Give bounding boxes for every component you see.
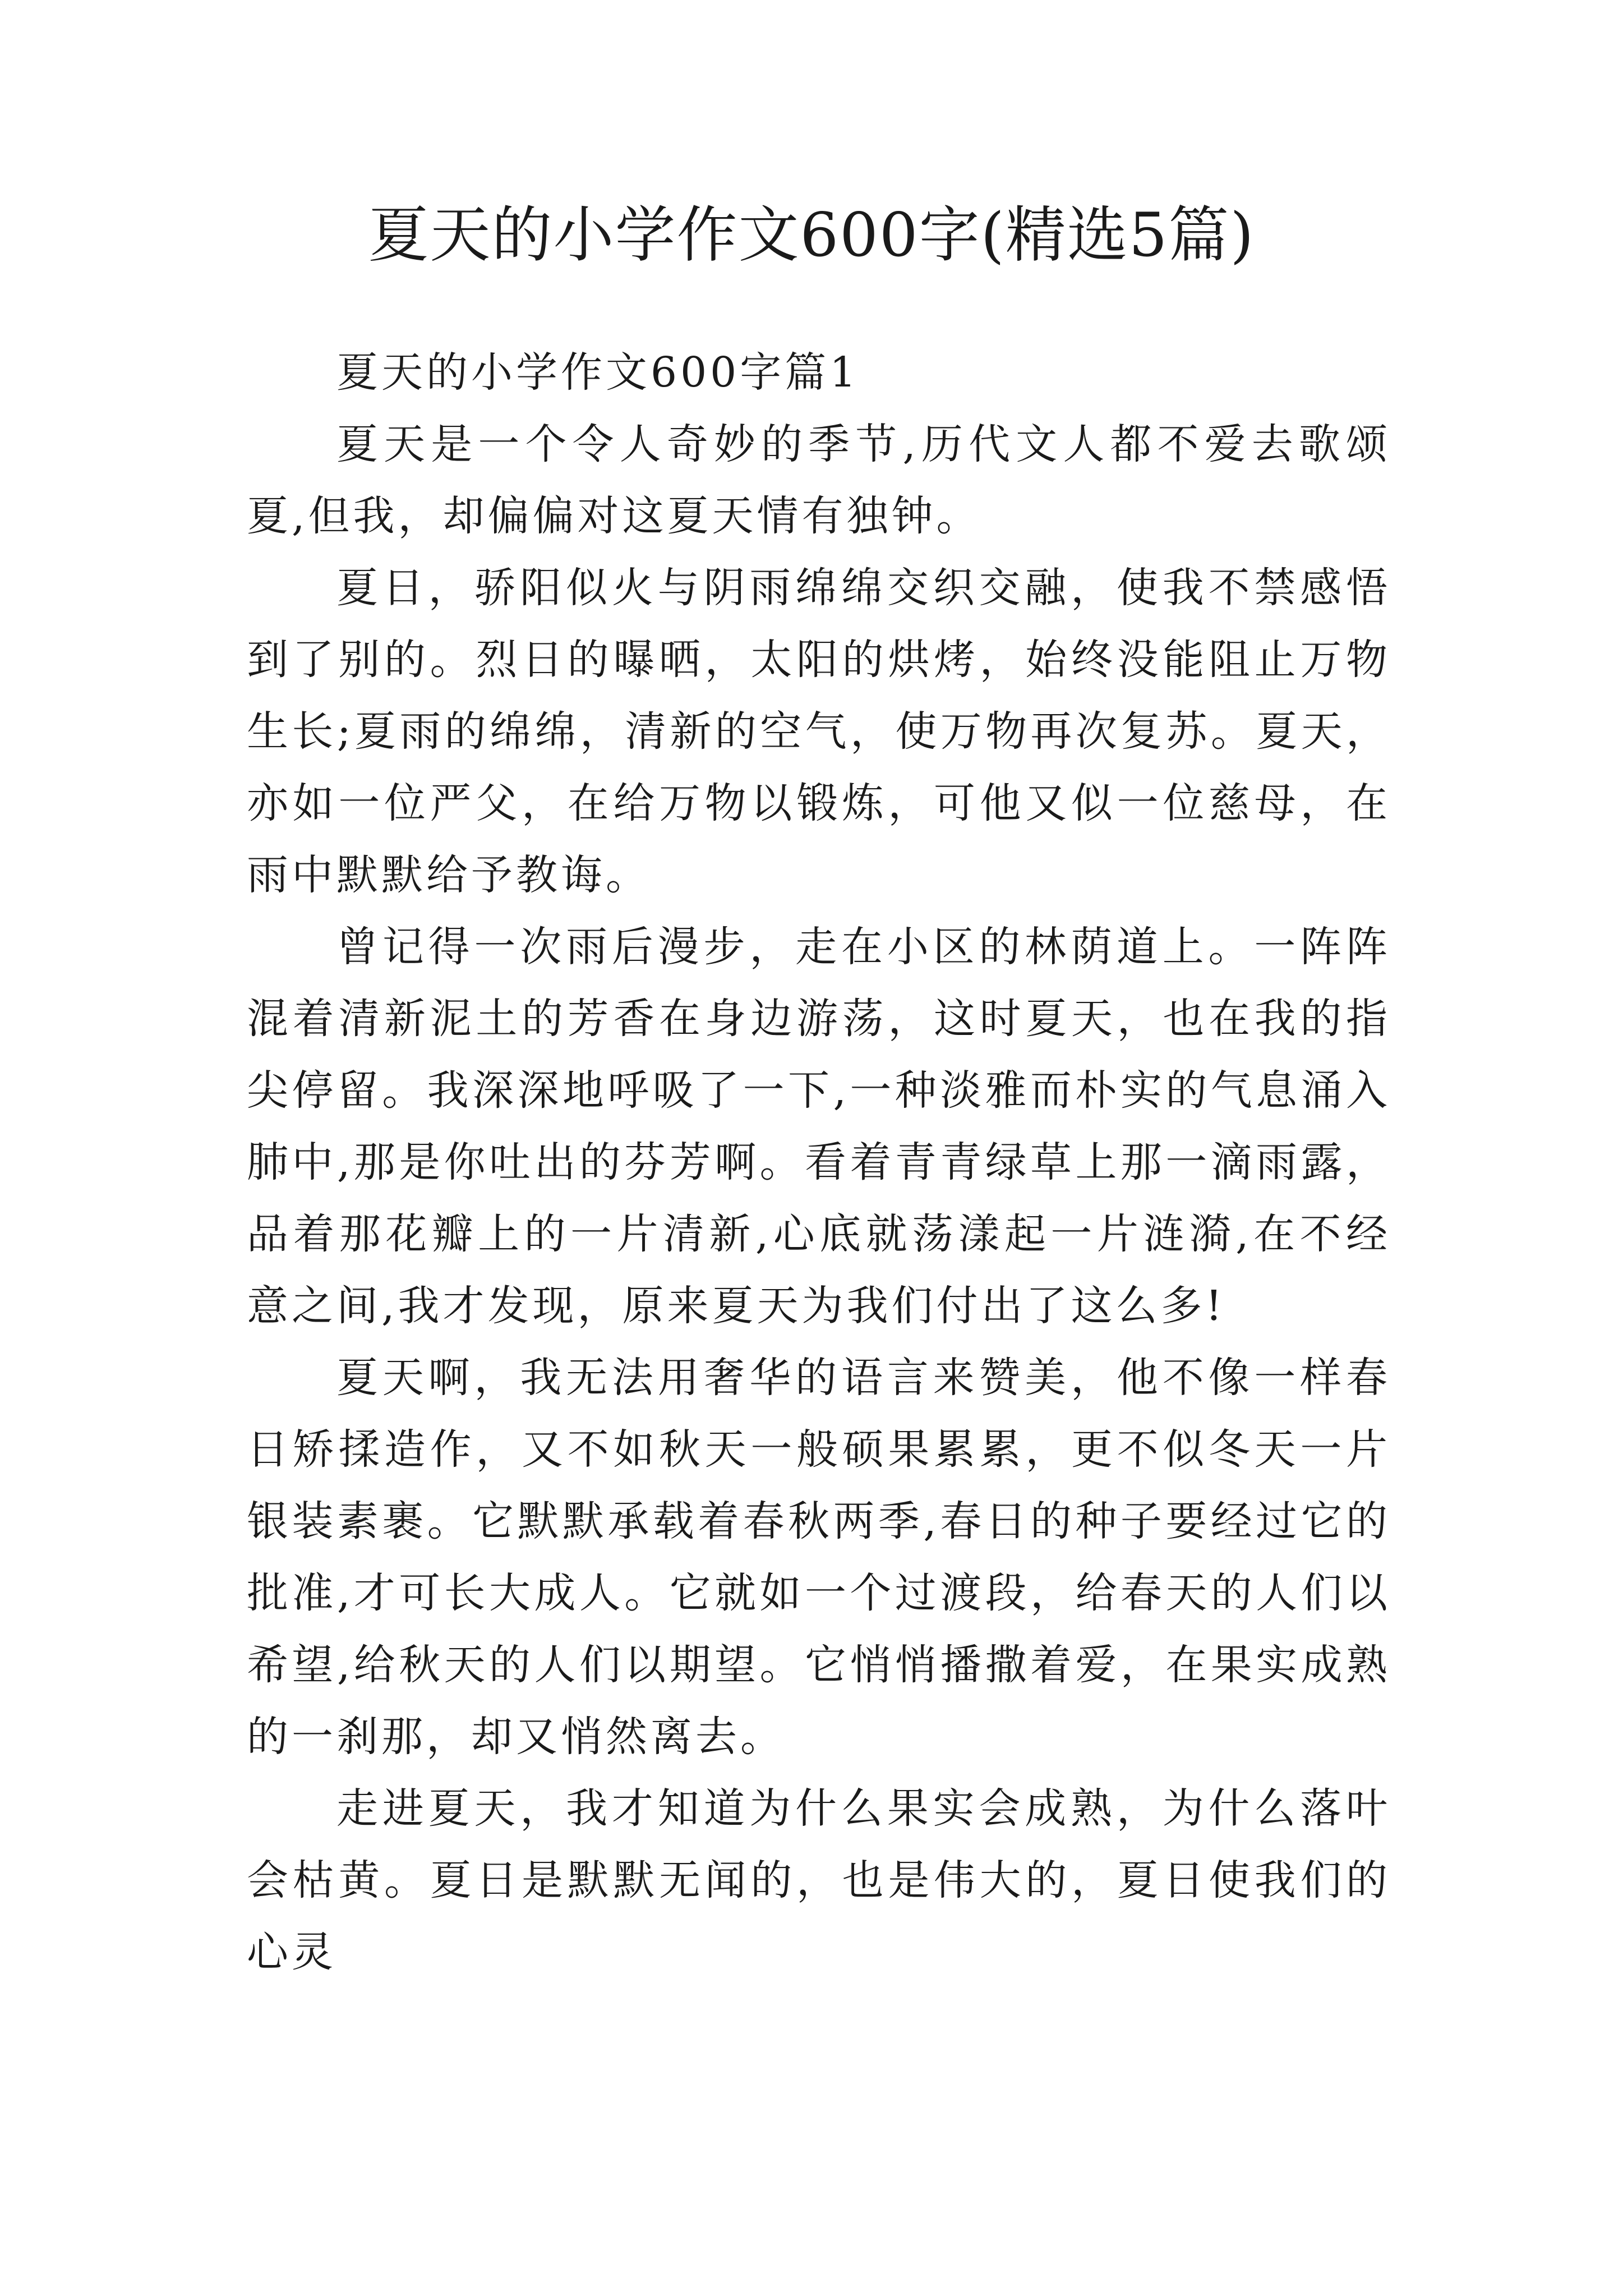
- paragraph: 走进夏天，我才知道为什么果实会成熟，为什么落叶会枯黄。夏日是默默无闻的，也是伟大的，夏日使我们的心灵: [247, 1784, 1391, 1976]
- section-heading: 夏天的小学作文600字篇1: [336, 348, 860, 397]
- paragraph: 夏天是一个令人奇妙的季节,历代文人都不爱去歌颂夏,但我，却偏偏对这夏天情有独钟。: [247, 420, 1391, 540]
- paragraph: 夏天啊，我无法用奢华的语言来赞美，他不像一样春日矫揉造作，又不如秋天一般硕果累累，更不似冬天一片银装素裹。它默默承载着春秋两季,春日的种子要经过它的批准,才可长大成人。它就如一个过渡段，给春天的人们以希望,给秋天的人们以期望。它悄悄播撒着爱，在果实成熟的一刹那，却又悄然离去。: [247, 1354, 1391, 1761]
- paragraph: 曾记得一次雨后漫步，走在小区的林荫道上。一阵阵混着清新泥土的芳香在身边游荡，这时夏天，也在我的指尖停留。我深深地呼吸了一下,一种淡雅而朴实的气息涌入肺中,那是你吐出的芬芳啊。看着青青绿草上那一滴雨露，品着那花瓣上的一片清新,心底就荡漾起一片涟漪,在不经意之间,我才发现，原来夏天为我们付出了这么多!: [247, 923, 1391, 1330]
- document-body: [247, 337, 1391, 1988]
- paragraph: 夏日，骄阳似火与阴雨绵绵交织交融，使我不禁感悟到了别的。烈日的曝晒，太阳的烘烤，始终没能阻止万物生长;夏雨的绵绵，清新的空气，使万物再次复苏。夏天，亦如一位严父，在给万物以锻炼，可他又似一位慈母，在雨中默默给予教诲。: [247, 564, 1391, 899]
- document-title: 夏天的小学作文600字(精选5篇): [368, 200, 1255, 270]
